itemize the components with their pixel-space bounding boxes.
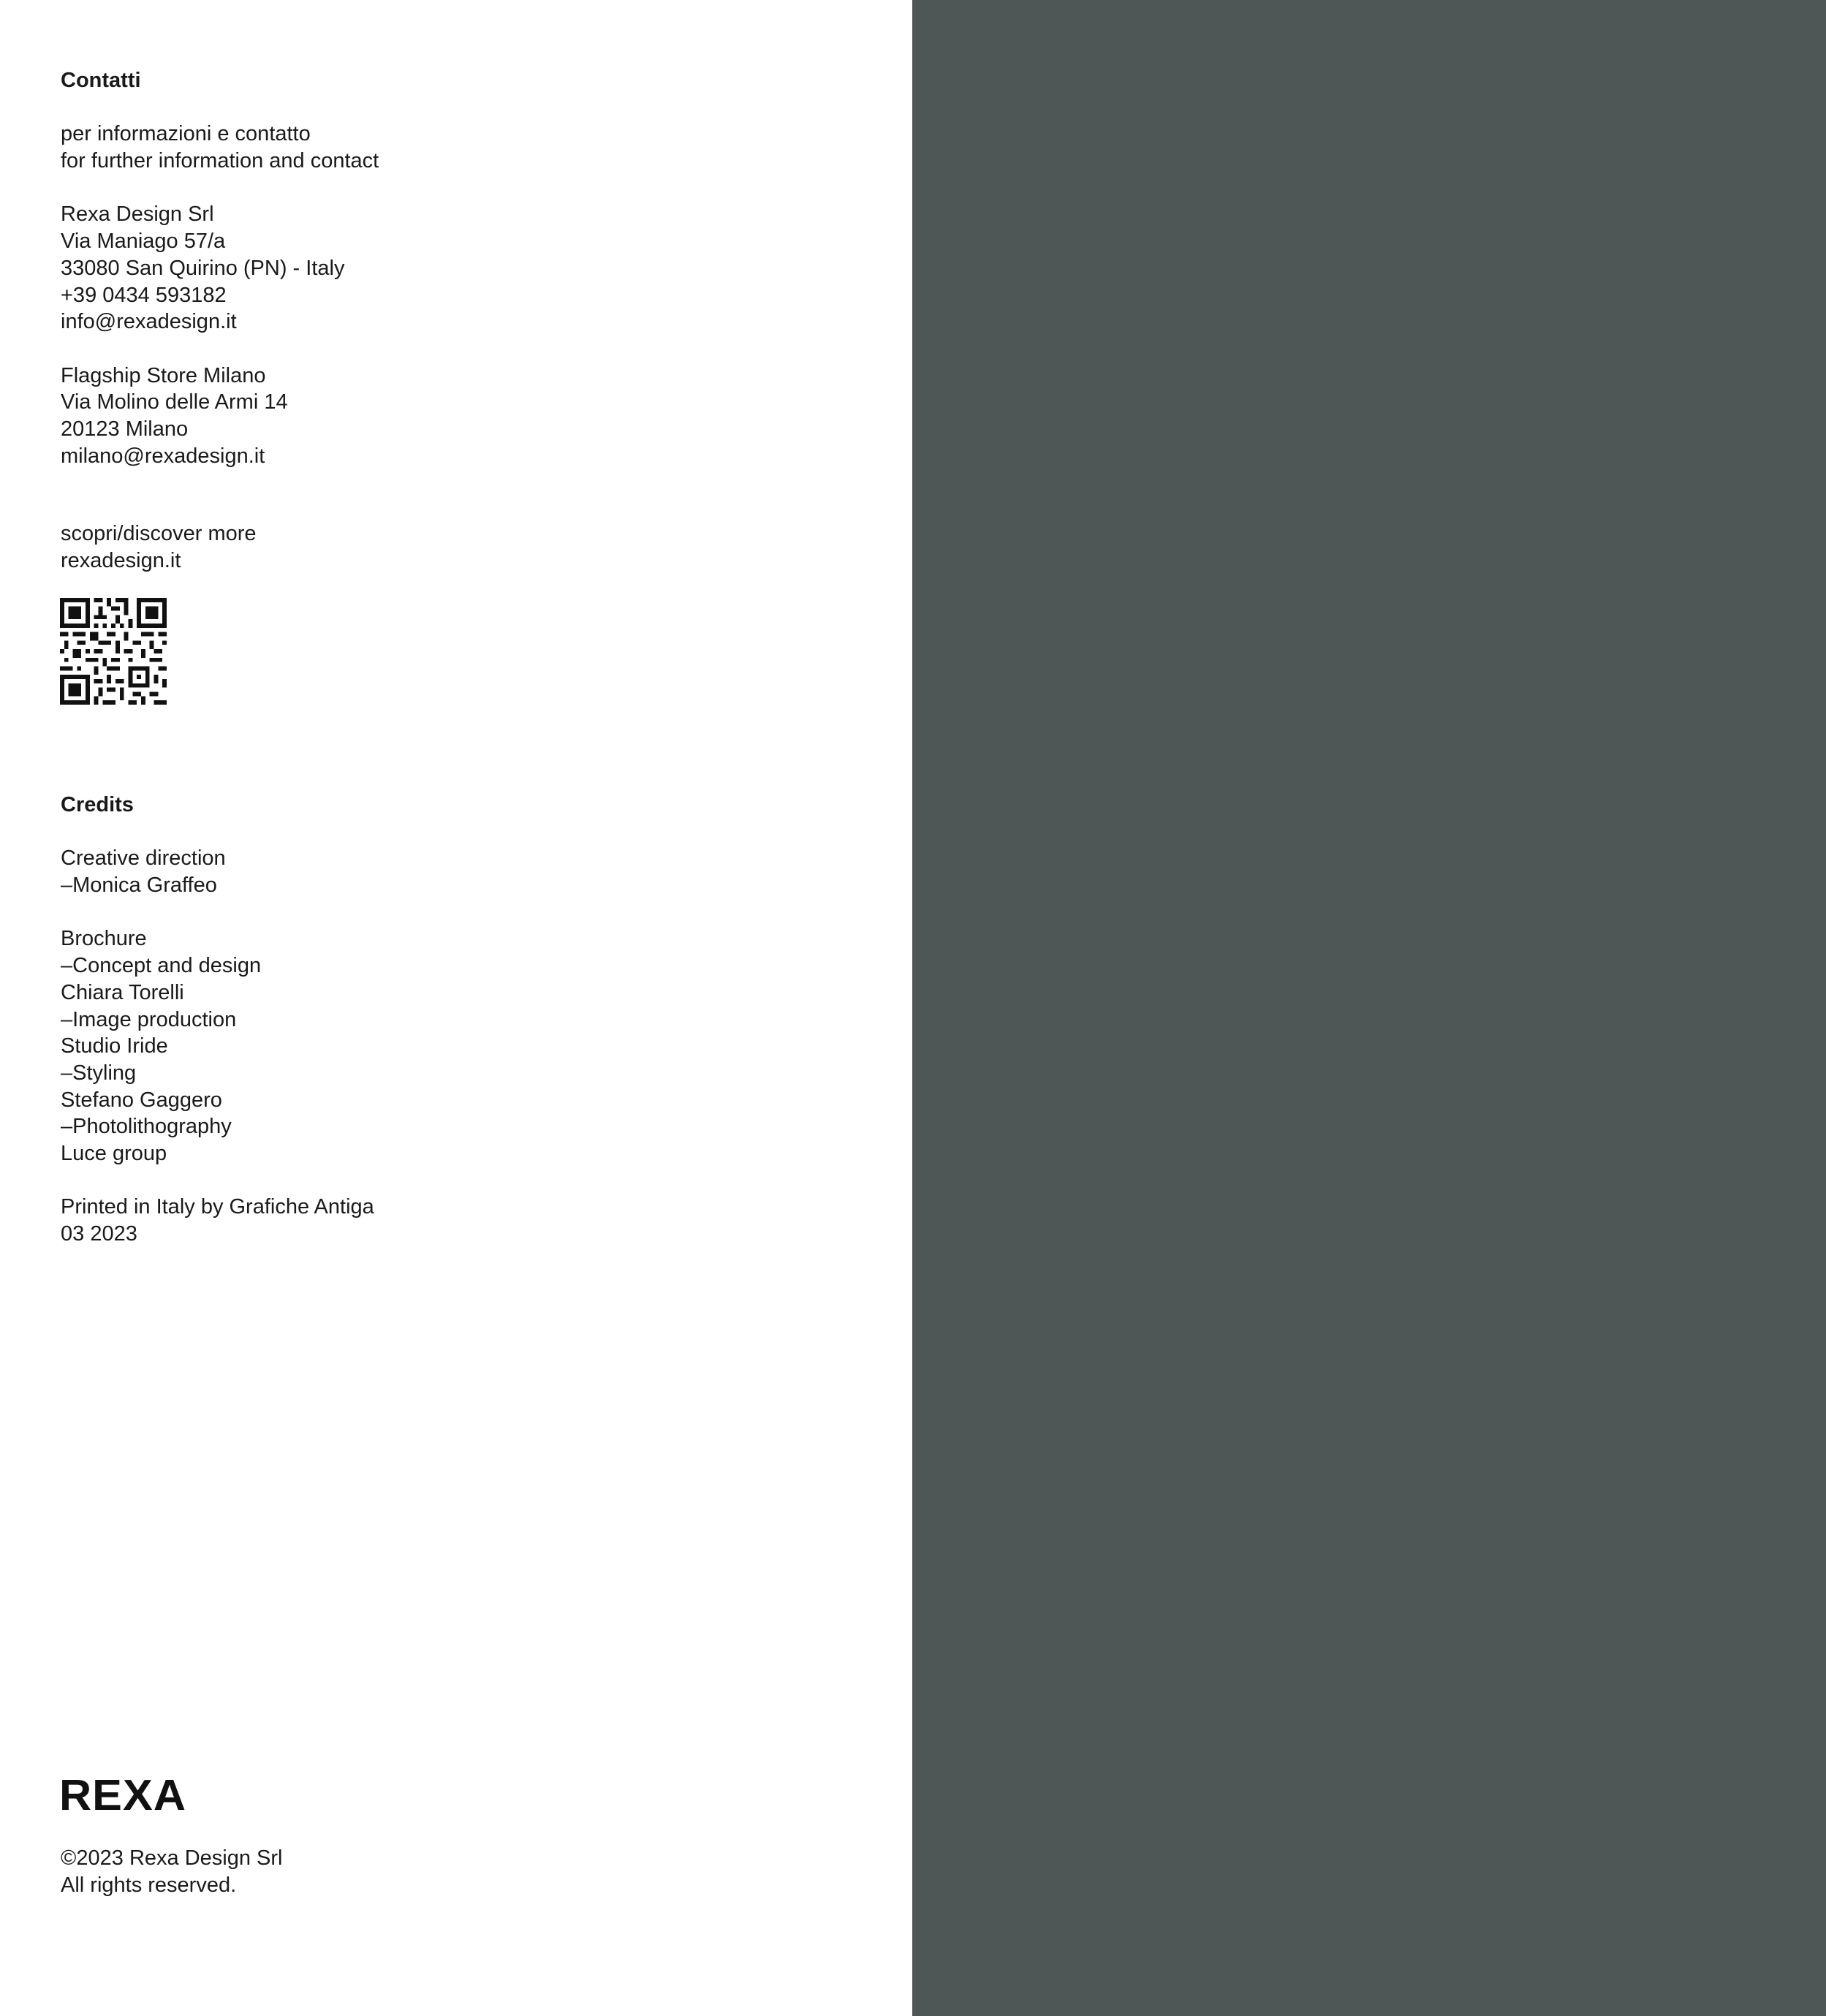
right-panel: [912, 0, 1826, 2016]
credit-role: –Concept and design: [61, 954, 262, 978]
credit-role: –Photolithography: [61, 1115, 232, 1139]
company-city: 33080 San Quirino (PN) - Italy: [61, 256, 345, 280]
store-street: Via Molino delle Armi 14: [61, 390, 288, 414]
credit-name: Chiara Torelli: [61, 980, 184, 1004]
credit-name: Stefano Gaggero: [61, 1088, 222, 1112]
spacer: [61, 1167, 374, 1194]
left-page: [0, 0, 912, 2016]
contacts-section: [61, 67, 379, 469]
company-phone[interactable]: +39 0434 593182: [61, 283, 227, 307]
rights-line: All rights reserved.: [61, 1873, 237, 1897]
intro-line: per informazioni e contatto: [61, 122, 311, 146]
company-name: Rexa Design Srl: [61, 202, 214, 227]
store-email[interactable]: milano@rexadesign.it: [61, 444, 265, 468]
spacer: [61, 175, 379, 202]
footer: [61, 1845, 282, 1898]
store-name: Flagship Store Milano: [61, 363, 266, 387]
company-street: Via Maniago 57/a: [61, 230, 226, 254]
spacer: [61, 94, 379, 121]
credits-section: [61, 792, 374, 1248]
credit-name: Studio Iride: [61, 1034, 168, 1058]
qr-code-icon[interactable]: [60, 598, 167, 705]
spacer: [61, 899, 374, 926]
credit-name: –Monica Graffeo: [61, 874, 217, 898]
credit-role: Creative direction: [61, 846, 226, 871]
intro-line: for further information and contact: [61, 149, 379, 173]
discover-label: scopri/discover more: [61, 522, 257, 545]
website-link[interactable]: rexadesign.it: [61, 548, 181, 572]
discover-section: [61, 520, 257, 574]
print-date: 03 2023: [61, 1222, 137, 1246]
credit-role: –Image production: [61, 1007, 237, 1031]
printed-line: Printed in Italy by Grafiche Antiga: [61, 1195, 374, 1219]
credit-role: –Styling: [61, 1061, 137, 1085]
store-city: 20123 Milano: [61, 417, 189, 441]
copyright-line: ©2023 Rexa Design Srl: [61, 1846, 283, 1870]
logo-text: REXA: [59, 1778, 186, 1813]
company-email[interactable]: info@rexadesign.it: [61, 310, 237, 334]
credit-name: Luce group: [61, 1141, 167, 1165]
contacts-heading: Contatti: [61, 69, 141, 92]
spacer: [61, 336, 379, 363]
spacer: [61, 819, 374, 846]
credits-heading: Credits: [61, 793, 134, 816]
rexa-logo: [59, 1778, 187, 1813]
credit-role: Brochure: [61, 927, 147, 951]
